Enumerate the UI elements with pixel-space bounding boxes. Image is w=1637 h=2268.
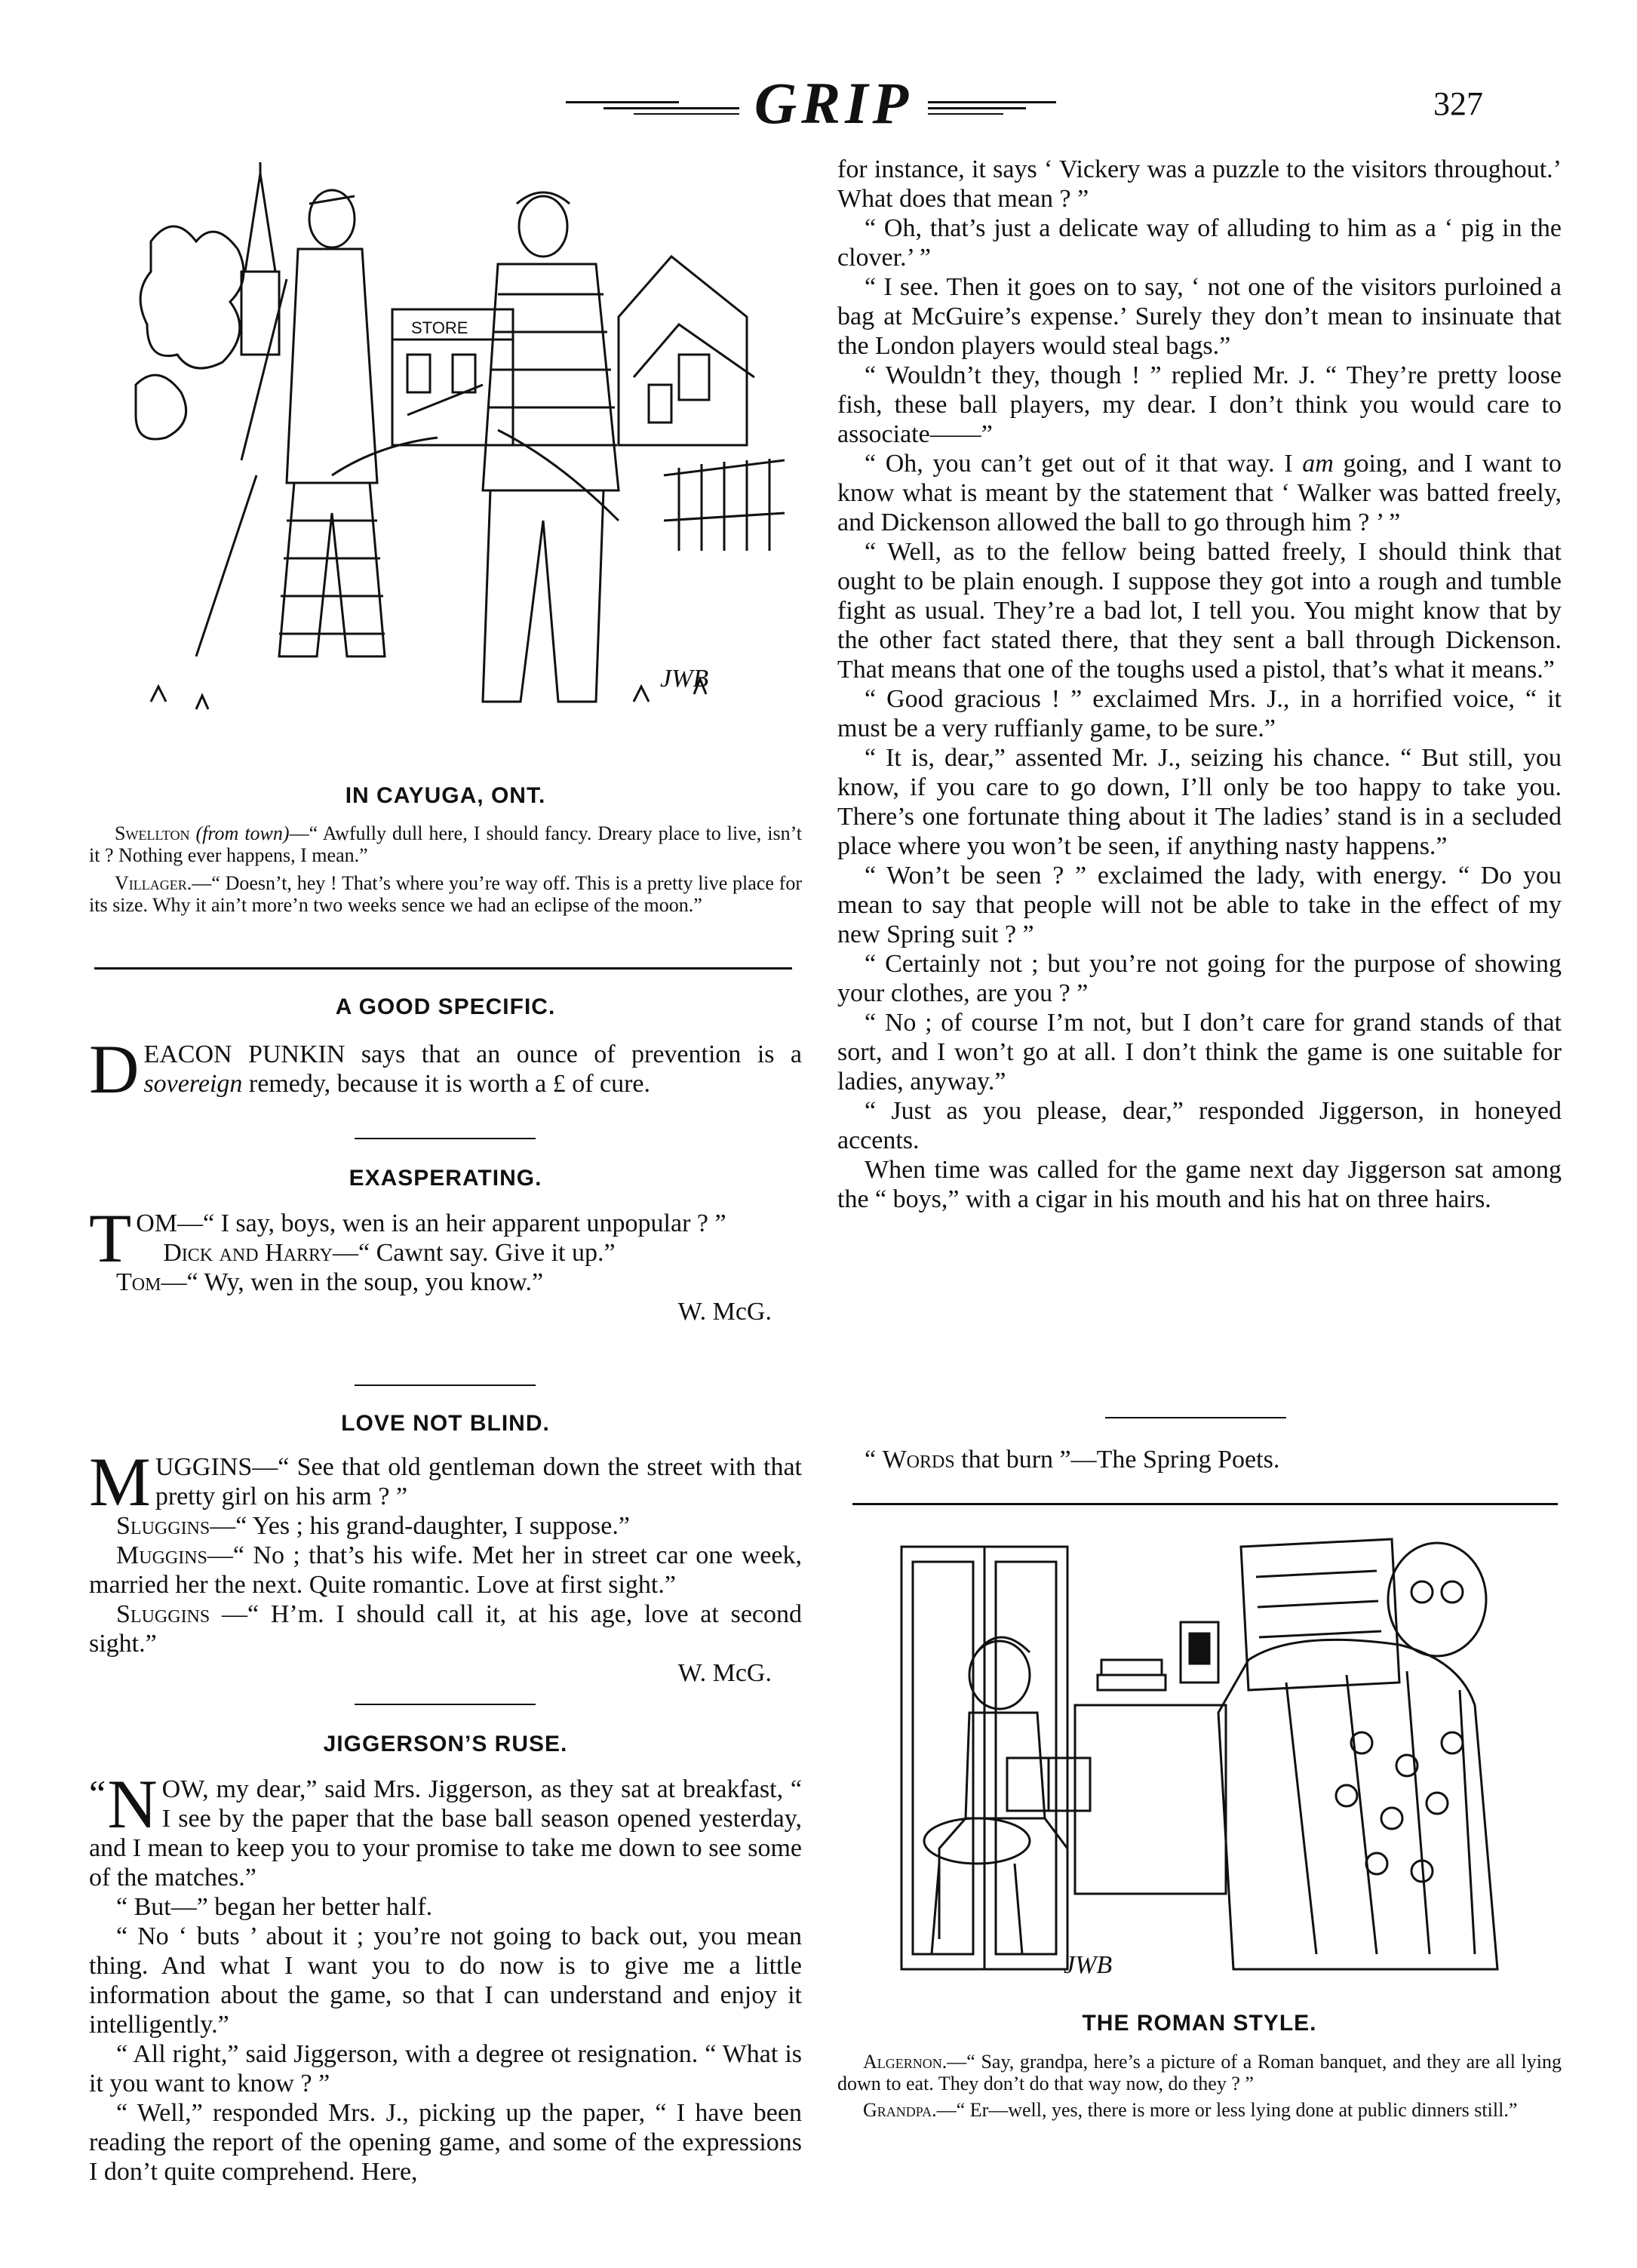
ruse-continued: [837, 155, 1562, 1214]
love-line: Muggins—“ No ; that’s his wife. Met her in street car one week, married her the next. Quite romantic. Love at first sight.”: [89, 1541, 802, 1599]
section-divider: [355, 1704, 536, 1705]
cayuga-illustration: [106, 158, 788, 762]
page-number: 327: [1433, 85, 1483, 122]
ruse-paragraph: “ Oh, that’s just a delicate way of alluding to him as a ‘ pig in the clover.’ ”: [837, 214, 1562, 272]
exasperating-line: Dick and Harry—“ Cawnt say. Give it up.”: [163, 1239, 616, 1267]
masthead-title: GRIP: [754, 70, 914, 136]
roman-caption: [837, 2051, 1562, 2121]
exasperating-line: TOM—“ I say, boys, wen is an heir apparent unpopular ? ”: [89, 1200, 726, 1277]
masthead-rule: [634, 113, 739, 115]
specific-heading: A GOOD SPECIFIC.: [335, 994, 556, 1019]
section-divider: [355, 1138, 536, 1139]
roman-illustration: [894, 1532, 1550, 1984]
love-heading: LOVE NOT BLIND.: [341, 1411, 550, 1436]
section-divider: [355, 1384, 536, 1386]
love-body: [89, 1443, 802, 1688]
drop-cap: N: [107, 1766, 158, 1842]
signature: W. McG.: [677, 1298, 772, 1326]
love-line: Sluggins—“ Yes ; his grand-daughter, I suppose.”: [116, 1512, 630, 1540]
ruse-paragraph: “ Won’t be seen ? ” exclaimed the lady, with energy. “ Do you mean to say that people will not be able to take in the effect of my new Spring suit ? ”: [837, 862, 1562, 948]
roman-heading: THE ROMAN STYLE.: [1082, 2011, 1317, 2036]
ruse-paragraph: “ No ; of course I’m not, but I don’t care for grand stands of that sort, and I won’t go at all. I don’t think the game is one suitable for ladies, anyway.”: [837, 1009, 1562, 1096]
ruse-heading: JIGGERSON’S RUSE.: [323, 1732, 568, 1756]
cayuga-caption: [89, 822, 802, 916]
caption-swellton: Swellton (from town)—“ Awfully dull here, I should fancy. Dreary place to live, isn’t it ? Nothing ever happens, I mean.”: [89, 822, 802, 866]
section-divider: [1105, 1417, 1286, 1418]
section-divider: [852, 1503, 1558, 1505]
exasperating-line: Tom—“ Wy, wen in the soup, you know.”: [116, 1268, 544, 1296]
drop-cap: D: [89, 1031, 140, 1108]
love-line: Sluggins —“ H’m. I should call it, at his age, love at second sight.”: [89, 1600, 802, 1658]
ruse-paragraph: “ But—” began her better half.: [116, 1893, 433, 1921]
ruse-paragraph: “ Oh, you can’t get out of it that way. I am going, and I want to know what is meant by the statement that ‘ Walker was batted freely, and Dickenson allowed the ball to go through him ? ’ ”: [837, 450, 1562, 536]
masthead-rule: [928, 113, 1003, 115]
specific-body: [89, 1031, 802, 1108]
words-line: “ Words that burn ”—The Spring Poets.: [865, 1446, 1280, 1474]
words-quote: [837, 1445, 1562, 1474]
roman-drawing: [894, 1532, 1550, 1984]
caption-villager: Villager.—“ Doesn’t, hey ! That’s where you’re way off. This is a pretty live place for its size. Why it ain’t more’n two weeks sence we had an eclipse of the moon.”: [89, 872, 802, 916]
exasperating-body: [89, 1200, 802, 1326]
ruse-paragraph: “ Certainly not ; but you’re not going for the purpose of showing your clothes, are you ? ”: [837, 950, 1562, 1007]
love-line: MUGGINS—“ See that old gentleman down the street with that pretty girl on his arm ? ”: [89, 1443, 802, 1520]
specific-text: DEACON PUNKIN says that an ounce of prevention is a sovereign remedy, because it is worth a £ of cure.: [89, 1031, 802, 1108]
masthead-rule: [928, 107, 1026, 109]
ruse-paragraph: “ No ‘ buts ’ about it ; you’re not going to back out, you mean thing. And what I want you to do now is to give me a little information about the game, so that I can understand and enjoy it intelligently.”: [89, 1922, 802, 2039]
masthead-rule: [604, 107, 739, 109]
caption-grandpa: Grandpa.—“ Er—well, yes, there is more or less lying done at public dinners still.”: [863, 2099, 1518, 2121]
ruse-paragraph: “ Well, as to the fellow being batted freely, I should think that ought to be plain enough. I suppose they got into a rough and tumble fight as usual. They’re a bad lot, I tell you. You might know that by the other fact stated there, that they sent a ball through Dickenson. That means that one of the toughs used a pistol, that’s what it means.”: [837, 538, 1562, 684]
cayuga-heading: IN CAYUGA, ONT.: [345, 783, 546, 808]
masthead-rule: [566, 101, 679, 103]
ruse-paragraph: “ All right,” said Jiggerson, with a degree ot resignation. “ What is it you want to know ? ”: [89, 2040, 802, 2097]
ruse-body: [89, 1766, 802, 2187]
ruse-paragraph: “ N OW, my dear,” said Mrs. Jiggerson, as they sat at breakfast, “ I see by the paper that the base ball season opened yesterday, and I mean to keep you to your promise to take me down to see some of the matches.”: [89, 1766, 802, 1892]
cayuga-drawing: [106, 158, 788, 762]
ruse-paragraph: “ It is, dear,” assented Mr. J., seizing his chance. “ But still, you know, if you care to go down, I’ll only be too happy to take you. There’s one fortunate thing about it The ladies’ stand is in a secluded place where you won’t be seen, if anything nasty happens.”: [837, 744, 1562, 860]
exasperating-heading: EXASPERATING.: [349, 1166, 542, 1191]
masthead: [0, 69, 1637, 137]
store-sign: STORE: [411, 318, 468, 337]
section-divider: [94, 967, 792, 970]
drop-cap: M: [89, 1443, 151, 1520]
ruse-paragraph: “ Good gracious ! ” exclaimed Mrs. J., in a horrified voice, “ it must be a very ruffianly game, to be sure.”: [837, 685, 1562, 742]
masthead-rule: [928, 101, 1056, 103]
ruse-paragraph: for instance, it says ‘ Vickery was a puzzle to the visitors throughout.’ What does that mean ? ”: [837, 155, 1562, 213]
artist-mark: JWB: [660, 665, 709, 693]
ruse-paragraph: “ Just as you please, dear,” responded Jiggerson, in honeyed accents.: [837, 1097, 1562, 1154]
artist-mark: JWB: [1064, 1951, 1113, 1979]
ruse-paragraph: “ I see. Then it goes on to say, ‘ not one of the visitors purloined a bag at McGuire’s expense.’ Surely they don’t mean to insinuate that the London players would steal bags.”: [837, 273, 1562, 360]
caption-algernon: Algernon.—“ Say, grandpa, here’s a picture of a Roman banquet, and they are all lying down to eat. They don’t do that way now, do they ? ”: [837, 2051, 1562, 2094]
ruse-paragraph: “ Wouldn’t they, though ! ” replied Mr. J. “ They’re pretty loose fish, these ball players, my dear. I don’t think you would care to associate——”: [837, 361, 1562, 448]
drop-cap: T: [89, 1200, 132, 1277]
signature: W. McG.: [677, 1659, 772, 1687]
ruse-paragraph: “ Well,” responded Mrs. J., picking up the paper, “ I have been reading the report of the opening game, and some of the expressions I don’t quite comprehend. Here,: [89, 2099, 802, 2186]
ruse-paragraph: When time was called for the game next day Jiggerson sat among the “ boys,” with a cigar in his mouth and his hat on three hairs.: [837, 1156, 1562, 1213]
